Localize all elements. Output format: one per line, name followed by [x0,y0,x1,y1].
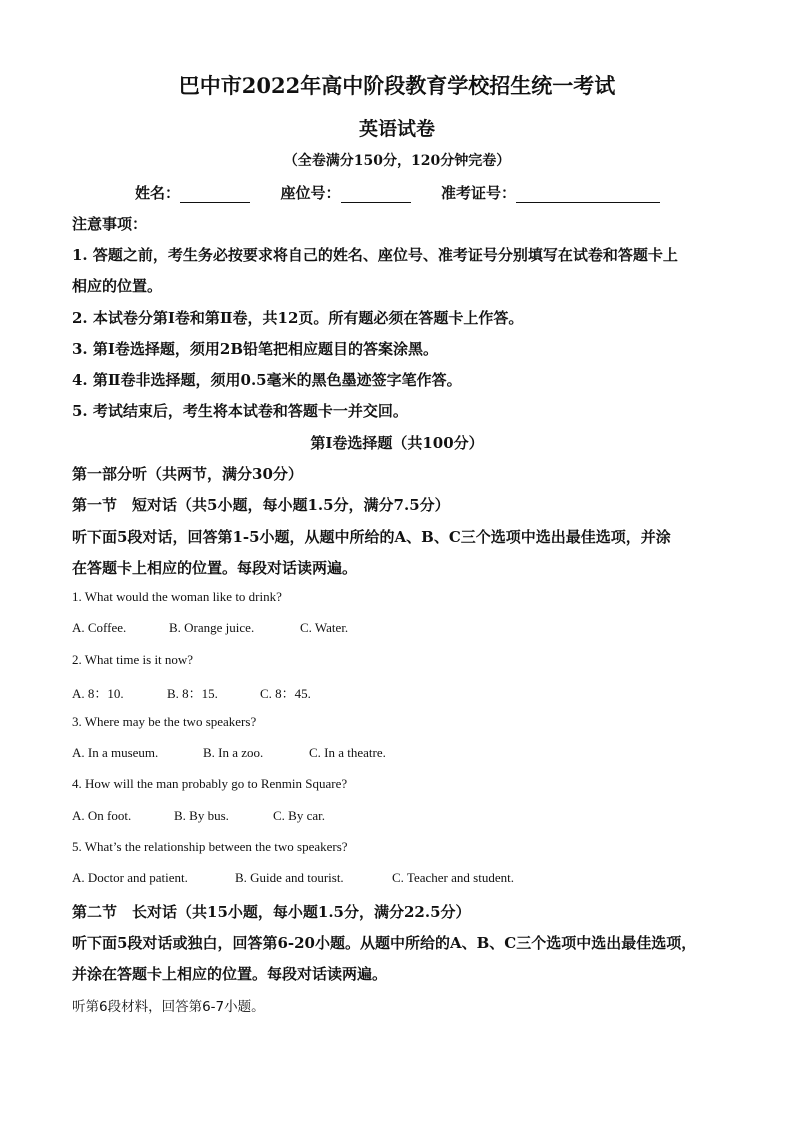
option-a[interactable]: A. In a museum. [72,745,159,760]
option-c[interactable]: C. In a theatre. [309,745,386,760]
exam-subtitle: 英语试卷 [358,118,435,140]
notice-heading: 注意事项： [72,215,148,233]
subsection-2-instructions: 听下面5段对话或独白，回答第6-20小题。从题中所给的A、B、C三个选项中选出最佳选项， [72,934,697,952]
question-4-options [72,808,325,824]
option-a[interactable]: A. Coffee. [72,620,127,635]
question-5-options [72,870,514,886]
option-a[interactable]: A. Doctor and patient. [72,870,188,885]
notice-item-2: 2. 本试卷分第Ⅰ卷和第Ⅱ卷，共12页。所有题必须在答题卡上作答。 [72,309,524,327]
option-a[interactable]: A. On foot. [72,808,132,823]
seat-label: 座位号： [280,184,341,202]
question-2: 2. What time is it now? [72,652,194,667]
subsection-short-dialogues: 第一节 短对话（共5小题，每小题1.5分，满分7.5分） [72,496,450,514]
name-blank[interactable] [180,186,250,203]
exam-no-blank[interactable] [516,186,660,203]
notice-item-5: 5. 考试结束后，考生将本试卷和答题卡一并交回。 [72,402,408,420]
question-3: 3. Where may be the two speakers? [72,714,257,729]
seat-blank[interactable] [341,186,411,203]
option-b[interactable]: B. Orange juice. [169,620,255,635]
notice-item-4: 4. 第Ⅱ卷非选择题，须用0.5毫米的黑色墨迹签字笔作答。 [72,371,462,389]
question-4: 4. How will the man probably go to Renmin Square? [72,776,348,791]
question-2-options [72,683,311,702]
material-6-instruction: 听第6段材料，回答第6-7小题。 [72,999,265,1015]
question-1: 1. What would the woman like to drink? [72,589,282,604]
notice-item-3: 3. 第Ⅰ卷选择题，须用2B铅笔把相应题目的答案涂黑。 [72,340,439,358]
option-c[interactable]: C. Water. [300,620,349,635]
exam-score-note: （全卷满分150分，120分钟完卷） [283,153,511,169]
subsection-1-instructions: 听下面5段对话，回答第1-5小题，从题中所给的A、B、C三个选项中选出最佳选项，并涂 [72,528,671,546]
question-3-options [72,745,386,761]
option-c[interactable]: C. 8：45. [260,686,311,701]
option-c[interactable]: C. Teacher and student. [392,870,514,885]
subsection-1-instructions-cont: 在答题卡上相应的位置。每段对话读两遍。 [72,559,358,577]
option-b[interactable]: B. 8：15. [167,686,218,701]
name-label: 姓名： [135,184,181,202]
candidate-info [135,182,660,203]
option-b[interactable]: B. In a zoo. [203,745,264,760]
option-b[interactable]: B. Guide and tourist. [235,870,344,885]
part1-heading: 第Ⅰ卷选择题（共100分） [310,434,484,452]
notice-item-1-cont: 相应的位置。 [72,277,163,295]
section-listening: 第一部分听（共两节，满分30分） [72,465,303,483]
option-c[interactable]: C. By car. [273,808,325,823]
question-5: 5. What’s the relationship between the two speakers? [72,839,348,854]
option-a[interactable]: A. 8：10. [72,686,124,701]
subsection-long-dialogues: 第二节 长对话（共15小题，每小题1.5分，满分22.5分） [72,903,471,921]
exam-title: 巴中市2022年高中阶段教育学校招生统一考试 [178,73,616,98]
exam-no-label: 准考证号： [440,184,516,202]
notice-item-1: 1. 答题之前，考生务必按要求将自己的姓名、座位号、准考证号分别填写在试卷和答题卡上 [72,246,678,264]
question-1-options [72,620,348,636]
option-b[interactable]: B. By bus. [174,808,229,823]
subsection-2-instructions-cont: 并涂在答题卡上相应的位置。每段对话读两遍。 [72,965,388,983]
